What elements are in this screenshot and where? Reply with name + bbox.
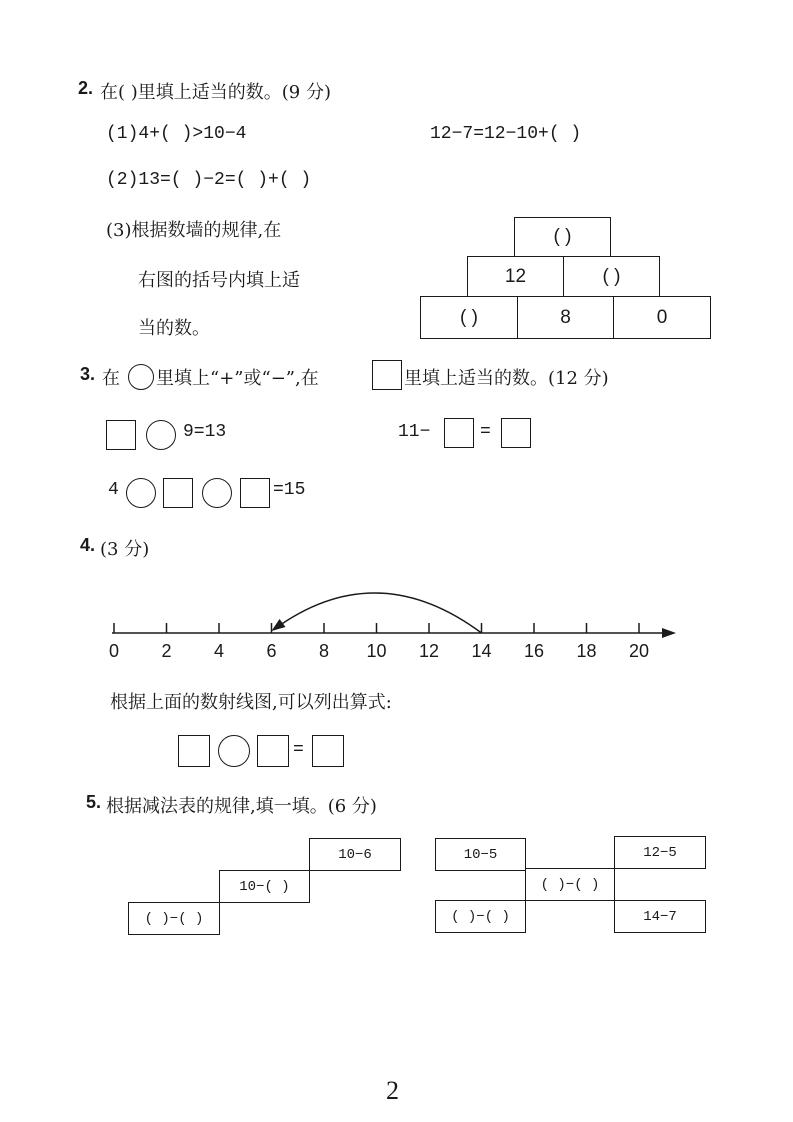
right-table-bottom-right-cell: 14−7: [614, 900, 706, 933]
answer-box[interactable]: [178, 735, 210, 767]
q3-expr3-head: 4: [108, 480, 119, 500]
q3-expr2-head: 11−: [398, 422, 431, 442]
ray-tick-label: 2: [161, 641, 172, 661]
answer-box[interactable]: [163, 478, 193, 508]
ray-tick-label: 8: [318, 641, 330, 661]
q4-number: 4.: [80, 535, 96, 555]
q4-equals: =: [293, 740, 304, 760]
q3-title-part-b: 里填上“+”或“−”,在: [156, 368, 319, 389]
number-ray-diagram: [0, 580, 793, 670]
q3-expr1-tail: 9=13: [183, 422, 227, 442]
left-table-top-cell: 10−6: [309, 838, 401, 871]
ray-tick-label: 10: [366, 641, 387, 661]
q2-number: 2.: [78, 78, 94, 98]
ray-tick-label: 16: [523, 641, 545, 661]
answer-box[interactable]: [257, 735, 289, 767]
wall-bottom-mid-cell: 8: [517, 296, 614, 339]
operator-circle[interactable]: [202, 478, 232, 508]
left-table-mid-cell[interactable]: 10−( ): [219, 870, 310, 903]
ray-tick-label: 12: [418, 641, 440, 661]
q2-part3-line3: 当的数。: [138, 318, 210, 339]
q2-part2: (2)13=( )−2=( )+( ): [106, 170, 312, 190]
right-table-mid-cell[interactable]: ( )−( ): [525, 868, 615, 901]
left-table-bottom-cell[interactable]: ( )−( ): [128, 902, 220, 935]
operator-circle[interactable]: [218, 735, 250, 767]
wall-mid-right-cell[interactable]: ( ): [563, 256, 660, 297]
ray-arc-arrowhead: [272, 619, 286, 631]
q5-number: 5.: [86, 792, 102, 812]
right-table-bottom-left-cell[interactable]: ( )−( ): [435, 900, 526, 933]
square-icon: [372, 360, 402, 390]
q4-title: (3 分): [100, 539, 150, 560]
q3-number: 3.: [80, 364, 96, 384]
q2-title: 在( )里填上适当的数。(9 分): [100, 82, 331, 103]
q3-title-part-c: 里填上适当的数。(12 分): [404, 368, 609, 389]
wall-top-cell[interactable]: ( ): [514, 217, 611, 257]
q2-part3-line1: (3)根据数墙的规律,在: [106, 220, 282, 241]
wall-mid-left-cell: 12: [467, 256, 564, 297]
ray-tick-label: 4: [213, 641, 225, 661]
q5-title: 根据减法表的规律,填一填。(6 分): [106, 796, 377, 817]
ray-tick-label: 18: [576, 641, 597, 661]
ray-tick-label: 6: [266, 641, 277, 661]
circle-icon: [128, 364, 154, 390]
q3-expr3-tail: =15: [273, 480, 306, 500]
ray-tick-label: 0: [108, 641, 120, 661]
answer-box[interactable]: [312, 735, 344, 767]
right-table-top-right-cell: 12−5: [614, 836, 706, 869]
answer-box[interactable]: [501, 418, 531, 448]
answer-box[interactable]: [444, 418, 474, 448]
answer-box[interactable]: [106, 420, 136, 450]
operator-circle[interactable]: [126, 478, 156, 508]
q3-expr2-equals: =: [480, 422, 491, 442]
ray-tick-label: 20: [628, 641, 650, 661]
right-table-top-left-cell: 10−5: [435, 838, 526, 871]
page-number: 2: [386, 1076, 399, 1105]
q2-part3-line2: 右图的括号内填上适: [138, 270, 300, 291]
q2-part1-left: (1)4+( )>10−4: [106, 124, 247, 144]
wall-bottom-left-cell[interactable]: ( ): [420, 296, 518, 339]
ray-jump-arc: [275, 593, 482, 633]
ray-arrowhead: [662, 628, 676, 638]
q4-caption: 根据上面的数射线图,可以列出算式:: [110, 692, 392, 713]
q3-title-part-a: 在: [102, 368, 120, 389]
ray-tick-label: 14: [471, 641, 492, 661]
answer-box[interactable]: [240, 478, 270, 508]
q2-part1-right: 12−7=12−10+( ): [430, 124, 582, 144]
operator-circle[interactable]: [146, 420, 176, 450]
wall-bottom-right-cell: 0: [613, 296, 711, 339]
